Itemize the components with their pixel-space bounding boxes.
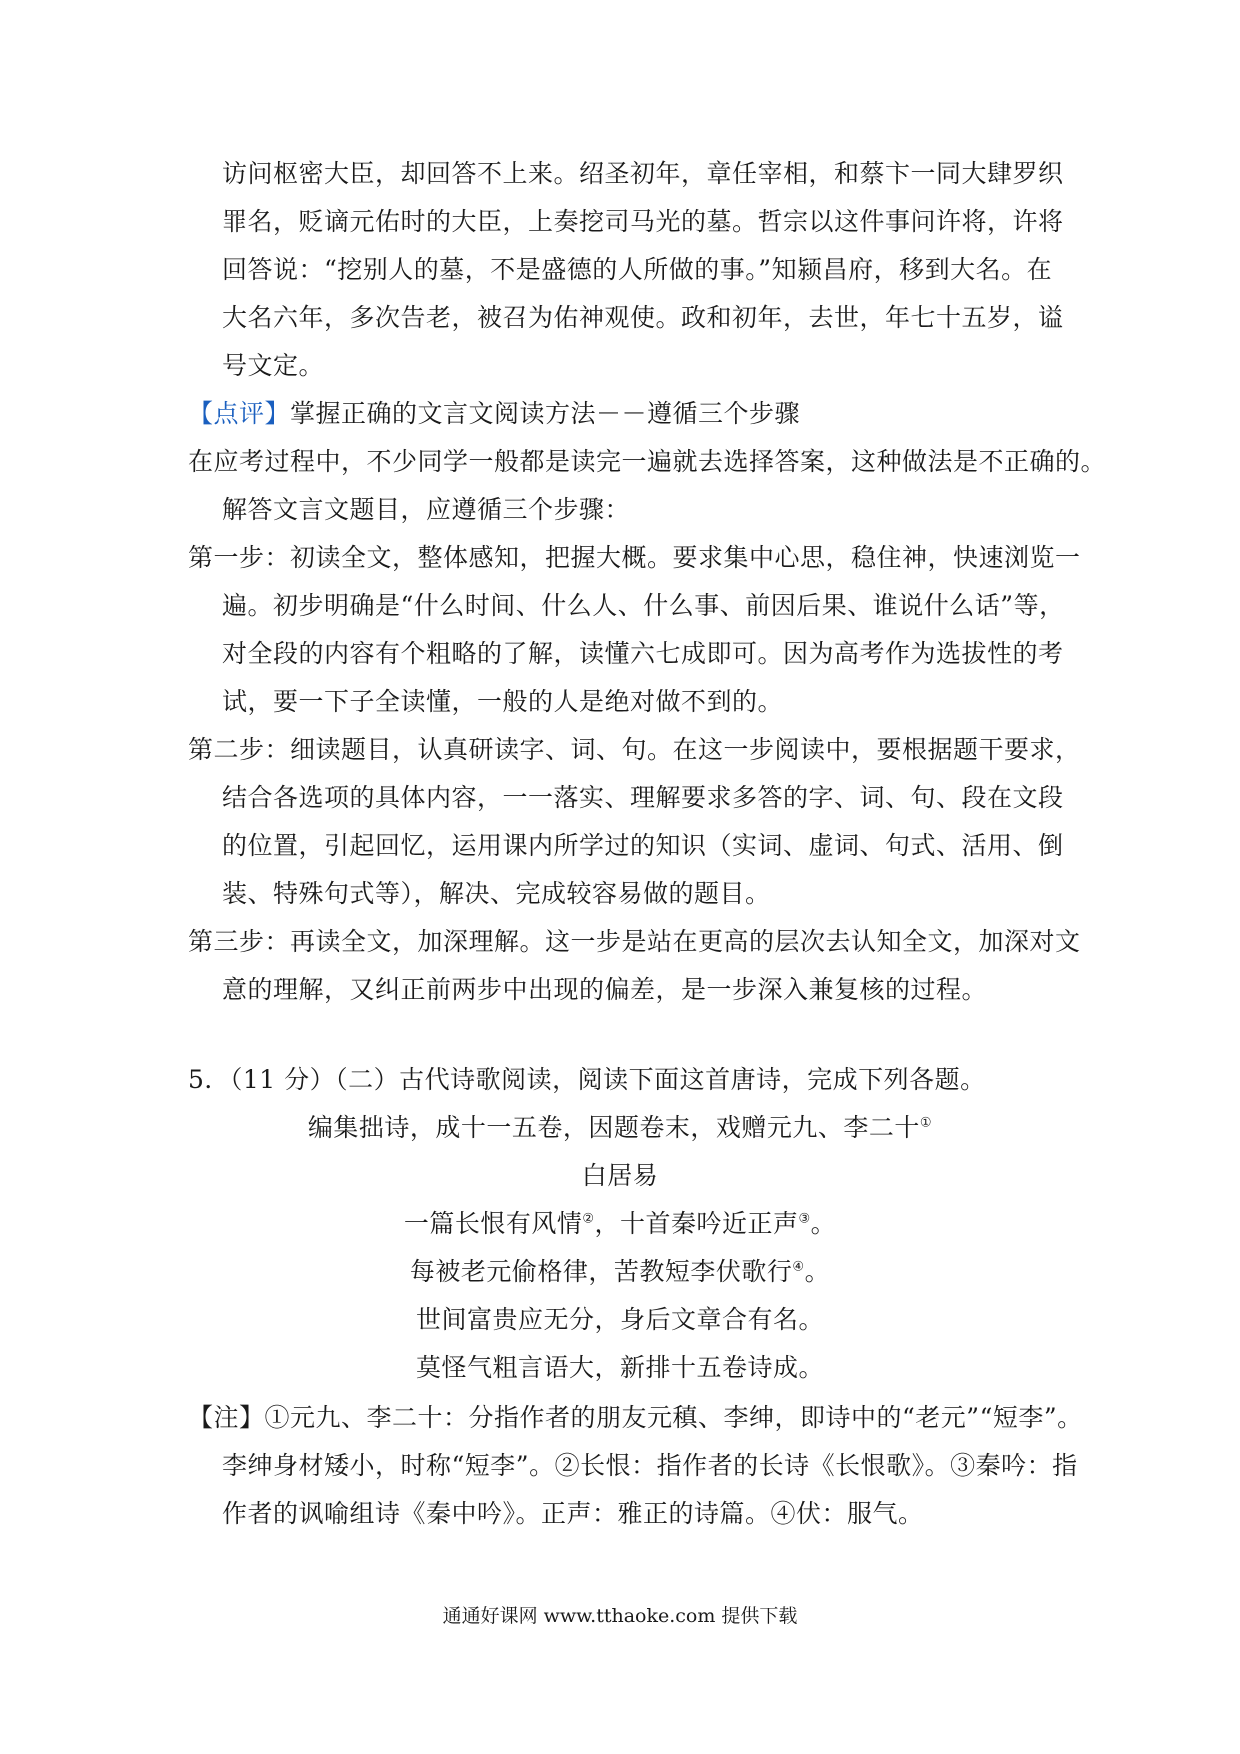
question-5-stem: 5．（11 分）（二）古代诗歌阅读，阅读下面这首唐诗，完成下列各题。 [188,1065,986,1094]
step1-line-3: 对全段的内容有个粗略的了解，读懂六七成即可。因为高考作为选拔性的考 [222,639,1064,668]
translation-line-5: 号文定。 [222,351,325,380]
poem-line-3-a: 世间富贵应无分，身后文章合有名。 [415,1305,824,1334]
poem-line-2-a: 每被老元偷格律，苦教短李伏歌行 [409,1257,793,1286]
step1-line-4: 试，要一下子全读懂，一般的人是绝对做不到的。 [222,687,784,716]
step1-line-2: 遍。初步明确是“什么时间、什么人、什么事、前因后果、谁说什么话”等， [222,591,1065,620]
poem-line-1-b: ，十首秦吟近正声 [594,1209,799,1238]
translation-line-1: 访问枢密大臣，却回答不上来。绍圣初年，章任宰相，和蔡卞一同大肆罗织 [222,159,1064,188]
poem-line-3 [0,1303,1240,1337]
poem-line-1 [0,1207,1240,1241]
poem-line-1-c: 。 [810,1209,837,1238]
comment-title: 掌握正确的文言文阅读方法－－遵循三个步骤 [290,399,801,428]
step3-line-1: 第三步：再读全文，加深理解。这一步是站在更高的层次去认知全文，加深对文 [188,927,1081,956]
step1-line-1: 第一步：初读全文，整体感知，把握大概。要求集中心思，稳住神，快速浏览一 [188,543,1081,572]
poem-line-2 [0,1255,1240,1289]
poem-notes-line-2: 李绅身材矮小，时称“短李”。②长恨：指作者的长诗《长恨歌》。③秦吟：指 [222,1451,1078,1480]
translation-line-3: 回答说：“挖别人的墓，不是盛德的人所做的事。”知颍昌府，移到大名。在 [222,255,1053,284]
comment-tag: 【点评】 [188,399,291,428]
translation-line-2: 罪名，贬谪元佑时的大臣，上奏挖司马光的墓。哲宗以这件事问许将，许将 [222,207,1064,236]
poem-line-1-note-2: ③ [798,1211,811,1227]
poem-notes-line-1: 【注】①元九、李二十：分指作者的朋友元稹、李绅，即诗中的“老元”“短李”。 [188,1403,1083,1432]
comment-intro-2: 解答文言文题目，应遵循三个步骤： [222,495,631,524]
poem-notes-line-3: 作者的讽喻组诗《秦中吟》。正声：雅正的诗篇。④伏：服气。 [222,1499,924,1528]
poem-title [0,1111,1240,1145]
poem-line-2-note-1: ④ [792,1259,805,1275]
step2-line-1: 第二步：细读题目，认真研读字、词、句。在这一步阅读中，要根据题干要求， [188,735,1081,764]
step3-line-2: 意的理解，又纠正前两步中出现的偏差，是一步深入兼复核的过程。 [222,975,988,1004]
comment-intro-1: 在应考过程中，不少同学一般都是读完一遍就去选择答案，这种做法是不正确的。 [188,447,1107,476]
poem-line-1-a: 一篇长恨有风情 [403,1209,583,1238]
poem-line-2-b: 。 [804,1257,831,1286]
poem-title-text: 编集拙诗，成十一五卷，因题卷末，戏赠元九、李二十 [307,1113,920,1142]
poem-line-4-a: 莫怪气粗言语大，新排十五卷诗成。 [415,1353,824,1382]
step2-line-3: 的位置，引起回忆，运用课内所学过的知识（实词、虚词、句式、活用、倒 [222,831,1064,860]
step2-line-4: 装、特殊句式等），解决、完成较容易做的题目。 [222,879,771,908]
poem-line-1-note-1: ② [582,1211,595,1227]
step2-line-2: 结合各选项的具体内容，一一落实、理解要求多答的字、词、句、段在文段 [222,783,1064,812]
poem-author: 白居易 [581,1161,659,1190]
poem-line-4 [0,1351,1240,1385]
page-footer: 通通好课网 www.tthaoke.com 提供下载 [442,1605,798,1627]
poem-title-note: ① [919,1115,933,1131]
translation-line-4: 大名六年，多次告老，被召为佑神观使。政和初年，去世，年七十五岁，谥 [222,303,1064,332]
comment-heading [188,397,800,431]
